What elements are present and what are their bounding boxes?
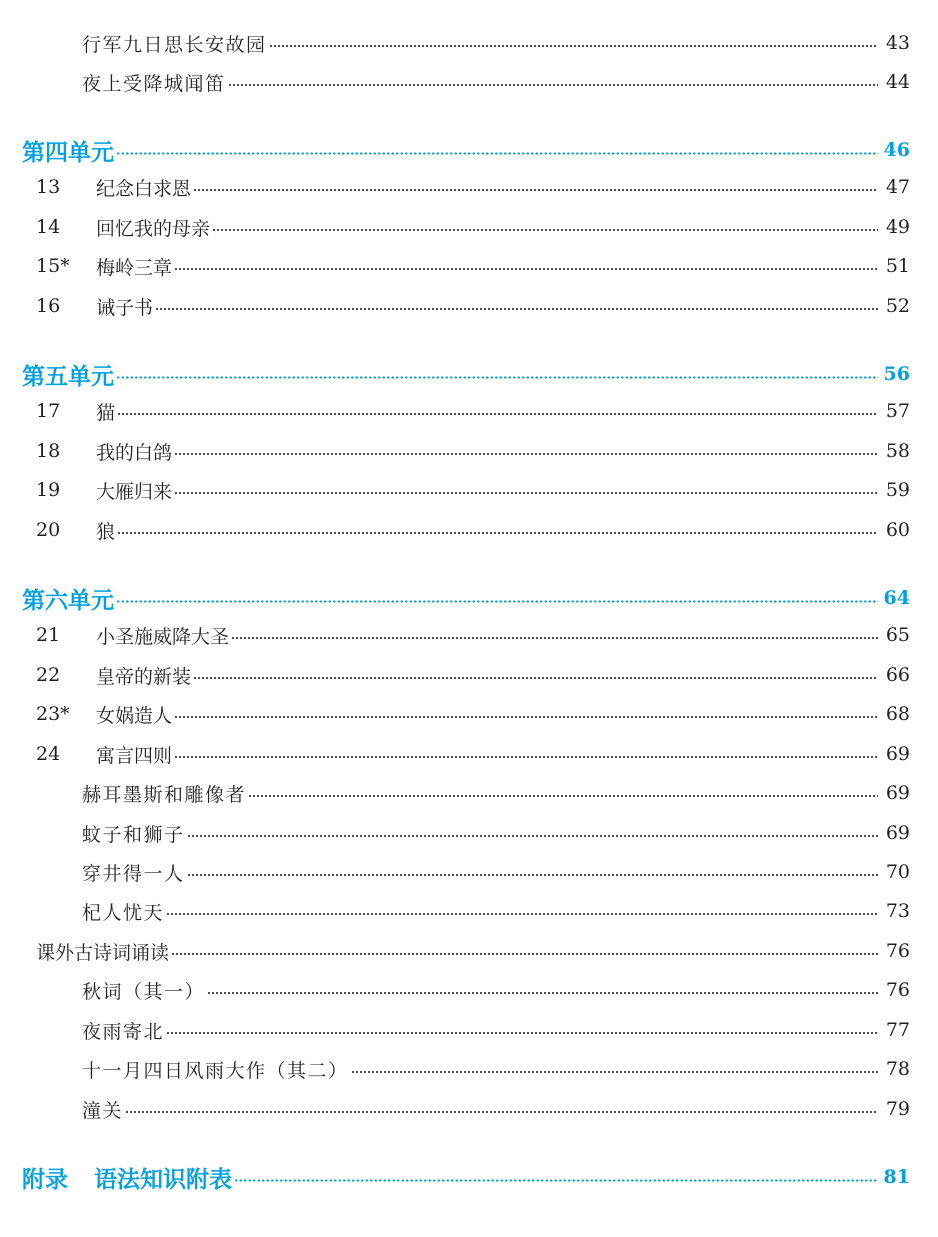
dot-leader xyxy=(174,756,878,758)
page-number: 60 xyxy=(885,519,910,541)
toc-entry[interactable] xyxy=(36,251,910,281)
toc-subentry[interactable] xyxy=(82,1054,910,1084)
page-number: 76 xyxy=(885,940,910,962)
appendix-heading[interactable] xyxy=(22,1160,910,1194)
entry-title: 寓言四则 xyxy=(96,744,173,767)
page-number: 58 xyxy=(885,440,910,462)
toc-entry[interactable] xyxy=(36,291,910,321)
dot-leader xyxy=(171,953,878,955)
dot-leader xyxy=(231,637,878,639)
entry-title: 课外古诗词诵读 xyxy=(36,941,170,964)
page-number: 77 xyxy=(885,1019,910,1041)
entry-title: 猫 xyxy=(96,401,116,424)
toc-entry-extra-poems[interactable] xyxy=(36,936,910,966)
toc-entry[interactable] xyxy=(36,660,910,690)
toc-entry[interactable] xyxy=(36,172,910,202)
page-number: 57 xyxy=(885,400,910,422)
entry-title: 女娲造人 xyxy=(96,704,173,727)
page-number: 49 xyxy=(885,216,910,238)
dot-leader xyxy=(351,1071,878,1073)
appendix-name: 语法知识附表 xyxy=(94,1165,232,1193)
lesson-number: 22 xyxy=(36,664,61,686)
entry-title: 潼关 xyxy=(82,1099,124,1122)
lesson-number: 14 xyxy=(36,216,61,238)
entry-title: 杞人忧天 xyxy=(82,901,165,924)
lesson-number: 15* xyxy=(36,255,70,277)
entry-title: 穿井得一人 xyxy=(82,862,185,885)
entry-title: 赫耳墨斯和雕像者 xyxy=(82,783,247,806)
page-number: 65 xyxy=(885,624,910,646)
entry-title: 夜上受降城闻笛 xyxy=(82,72,226,95)
lesson-number: 19 xyxy=(36,479,61,501)
dot-leader xyxy=(174,453,878,455)
unit-title: 第五单元 xyxy=(22,362,114,390)
lesson-number: 16 xyxy=(36,295,61,317)
page-number: 70 xyxy=(885,861,910,883)
page-number: 64 xyxy=(883,587,910,609)
dot-leader xyxy=(116,600,878,603)
entry-title: 皇帝的新装 xyxy=(96,665,192,688)
toc-entry[interactable] xyxy=(36,436,910,466)
page-number: 69 xyxy=(885,822,910,844)
dot-leader xyxy=(187,874,878,876)
toc-entry[interactable] xyxy=(36,475,910,505)
page-number: 69 xyxy=(885,743,910,765)
unit-title: 第六单元 xyxy=(22,586,114,614)
toc-subentry[interactable] xyxy=(82,818,910,848)
entry-title: 诫子书 xyxy=(96,296,154,319)
dot-leader xyxy=(269,45,878,47)
appendix-title xyxy=(22,1161,232,1194)
toc-entry[interactable] xyxy=(36,396,910,426)
toc-subentry[interactable] xyxy=(82,857,910,887)
lesson-number: 17 xyxy=(36,400,61,422)
dot-leader xyxy=(207,992,878,994)
entry-title: 我的白鸽 xyxy=(96,441,173,464)
lesson-number: 23* xyxy=(36,703,70,725)
entry-title: 纪念白求恩 xyxy=(96,177,192,200)
page-number: 69 xyxy=(885,782,910,804)
dot-leader xyxy=(248,795,878,797)
lesson-number: 18 xyxy=(36,440,61,462)
page-number: 51 xyxy=(885,255,910,277)
toc-subentry[interactable] xyxy=(82,1094,910,1124)
page-number: 68 xyxy=(885,703,910,725)
dot-leader xyxy=(193,189,878,191)
entry-title: 秋词（其一） xyxy=(82,980,206,1003)
entry-title: 蚊子和狮子 xyxy=(82,823,185,846)
dot-leader xyxy=(116,376,878,379)
dot-leader xyxy=(117,532,878,534)
dot-leader xyxy=(234,1179,878,1182)
page-number: 59 xyxy=(885,479,910,501)
dot-leader xyxy=(228,84,878,86)
page-number: 43 xyxy=(885,32,910,54)
page-number: 66 xyxy=(885,664,910,686)
toc-subentry[interactable] xyxy=(82,896,910,926)
lesson-number: 13 xyxy=(36,176,61,198)
dot-leader xyxy=(166,1032,878,1034)
lesson-number: 21 xyxy=(36,624,61,646)
entry-title: 回忆我的母亲 xyxy=(96,217,211,240)
toc-subentry[interactable] xyxy=(82,1015,910,1045)
page-number: 79 xyxy=(885,1098,910,1120)
dot-leader xyxy=(174,268,878,270)
page-number: 56 xyxy=(883,363,910,385)
page-number: 46 xyxy=(883,139,910,161)
unit-heading-6[interactable] xyxy=(22,581,910,615)
entry-title: 十一月四日风雨大作（其二） xyxy=(82,1059,349,1082)
toc-entry[interactable] xyxy=(36,699,910,729)
toc-subentry[interactable] xyxy=(82,975,910,1005)
toc-entry[interactable] xyxy=(82,67,910,97)
lesson-number: 20 xyxy=(36,519,61,541)
dot-leader xyxy=(212,229,878,231)
dot-leader xyxy=(174,492,878,494)
dot-leader xyxy=(174,716,878,718)
toc-entry[interactable] xyxy=(36,739,910,769)
entry-title: 梅岭三章 xyxy=(96,256,173,279)
page-number: 78 xyxy=(885,1058,910,1080)
toc-entry[interactable] xyxy=(36,515,910,545)
page-number: 76 xyxy=(885,979,910,1001)
dot-leader xyxy=(166,913,878,915)
toc-entry[interactable] xyxy=(82,28,910,58)
toc-entry[interactable] xyxy=(36,212,910,242)
entry-title: 行军九日思长安故园 xyxy=(82,33,267,56)
dot-leader xyxy=(125,1111,878,1113)
entry-title: 小圣施威降大圣 xyxy=(96,625,230,648)
dot-leader xyxy=(155,308,878,310)
page-number: 44 xyxy=(885,71,910,93)
toc-entry[interactable] xyxy=(36,620,910,650)
toc-subentry[interactable] xyxy=(82,778,910,808)
unit-heading-5[interactable] xyxy=(22,357,910,391)
lesson-number: 24 xyxy=(36,743,61,765)
dot-leader xyxy=(116,152,878,155)
dot-leader xyxy=(187,835,878,837)
page-number: 52 xyxy=(885,295,910,317)
appendix-label: 附录 xyxy=(22,1165,68,1193)
unit-title: 第四单元 xyxy=(22,138,114,166)
dot-leader xyxy=(193,677,878,679)
page-number: 73 xyxy=(885,900,910,922)
dot-leader xyxy=(117,413,878,415)
page-number: 81 xyxy=(883,1166,910,1188)
entry-title: 大雁归来 xyxy=(96,480,173,503)
entry-title: 夜雨寄北 xyxy=(82,1020,165,1043)
unit-heading-4[interactable] xyxy=(22,133,910,167)
entry-title: 狼 xyxy=(96,520,116,543)
page-number: 47 xyxy=(885,176,910,198)
